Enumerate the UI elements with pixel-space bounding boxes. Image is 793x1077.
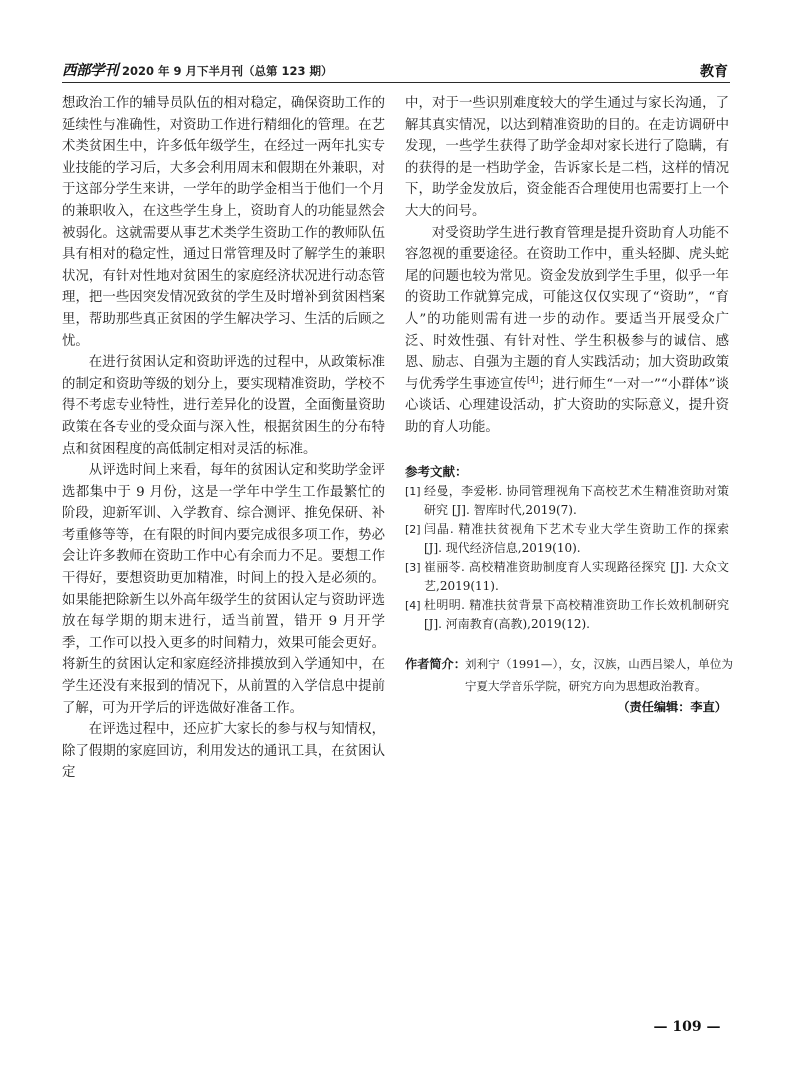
author-note-label: 作者简介： <box>405 656 466 671</box>
body-paragraph: 从评选时间上来看，每年的贫困认定和奖助学金评选都集中于 9 月份，这是一学年中学生工作最繁忙的阶段，迎新军训、入学教育、综合测评、推免保研、补考重修等等，在有限的时间内要完成很多项工作，势必会让许多教师在资助工作中心有余而力不足。要想工作干得好，要想资助更加精准，时间上的投入是必须的。如果能把除新生以外高年级学生的贫困认定与资助评选放在每学期的期末进行，适当前置，错开 9 月开学季，工作可以投入更多的时间精力，效果可能会更好。将新生的贫困认定和家庭经济排摸放到入学通知中，在学生还没有来报到的情况下，从前置的入学信息中提前了解，可为开学后的评选做好准备工作。 <box>62 463 385 716</box>
running-header <box>62 61 730 81</box>
references-list <box>405 482 729 634</box>
body-paragraph <box>405 223 729 439</box>
left-column <box>62 93 385 784</box>
citation-marker: [4] <box>527 375 539 385</box>
right-column <box>405 93 733 717</box>
reference-item <box>405 558 729 596</box>
references-heading: 参考文献： <box>405 463 468 479</box>
issue-info: 2020 年 9 月下半月刊（总第 123 期） <box>122 64 333 78</box>
reference-label: [1] <box>405 484 421 498</box>
body-paragraph: 在评选过程中，还应扩大家长的参与权与知情权，除了假期的家庭回访，利用发达的通讯工具，在贫困认定 <box>62 722 385 781</box>
reference-text: 崔丽苓. 高校精准资助制度育人实现路径探究 [J]. 大众文艺,2019(11). <box>424 559 729 593</box>
editor-note: （责任编辑：李直） <box>617 699 727 714</box>
page-number: — 109 — <box>653 1019 721 1035</box>
reference-text: 闫晶. 精准扶贫视角下艺术专业大学生资助工作的探索 [J]. 现代经济信息,2019(10). <box>424 521 729 555</box>
header-rule <box>62 82 730 83</box>
reference-text: 杜明明. 精准扶贫背景下高校精准资助工作长效机制研究 [J]. 河南教育(高教),2019(12). <box>424 597 729 631</box>
body-paragraph: 想政治工作的辅导员队伍的相对稳定，确保资助工作的延续性与准确性，对资助工作进行精细化的管理。在艺术类贫困生中，许多低年级学生，在经过一两年扎实专业技能的学习后，大多会利用周末和假期在外兼职，对于这部分学生来讲，一学年的助学金相当于他们一个月的兼职收入，在这些学生身上，资助育人的功能显然会被弱化。这就需要从事艺术类学生资助工作的教师队伍具有相对的稳定性，通过日常管理及时了解学生的兼职状况，有针对性地对贫困生的家庭经济状况进行动态管理，把一些因突发情况致贫的学生及时增补到贫困档案里，帮助那些真正贫困的学生解决学习、生活的后顾之忧。 <box>62 96 385 349</box>
paragraph-text: ；进行师生“一对一”“小群体”谈心谈话、心理建设活动，扩大资助的实际意义，提升资助的育人功能。 <box>405 376 729 435</box>
reference-label: [4] <box>405 598 421 612</box>
body-paragraph: 中，对于一些识别难度较大的学生通过与家长沟通，了解其真实情况，以达到精准资助的目的。在走访调研中发现，一些学生获得了助学金却对家长进行了隐瞒，有的获得的是一档助学金，告诉家长是二档，这样的情况下，助学金发放后，资金能否合理使用也需要打上一个大大的问号。 <box>405 96 729 219</box>
reference-text: 经曼，李爱彬. 协同管理视角下高校艺术生精准资助对策研究 [J]. 智库时代,2019(7). <box>424 483 729 517</box>
reference-item <box>405 596 729 634</box>
journal-logo: 西部学刊 <box>62 62 118 79</box>
author-note <box>405 653 733 697</box>
author-note-text: 刘利宁（1991—），女，汉族，山西吕梁人，单位为宁夏大学音乐学院，研究方向为思想政治教育。 <box>465 656 733 693</box>
reference-item <box>405 482 729 520</box>
reference-item <box>405 520 729 558</box>
body-paragraph: 在进行贫困认定和资助评选的过程中，从政策标准的制定和资助等级的划分上，要实现精准资助，学校不得不考虑专业特性，进行差异化的设置，全面衡量资助政策在各专业的受众面与深入性，根据贫困生的分布特点和贫困程度的高低制定相对灵活的标准。 <box>62 355 385 457</box>
reference-label: [3] <box>405 560 421 574</box>
reference-label: [2] <box>405 522 421 536</box>
section-name: 教育 <box>700 64 728 80</box>
paragraph-text: 对受资助学生进行教育管理是提升资助育人功能不容忽视的重要途径。在资助工作中，重头轻脚、虎头蛇尾的问题也较为常见。资金发放到学生手里，似乎一年的资助工作就算完成，可能这仅仅实现了“资助”，“育人”的功能则需有进一步的动作。要适当开展受众广泛、时效性强、有针对性、学生积极参与的诚信、感恩、励志、自强为主题的育人实践活动；加大资助政策与优秀学生事迹宣传 <box>405 225 729 392</box>
